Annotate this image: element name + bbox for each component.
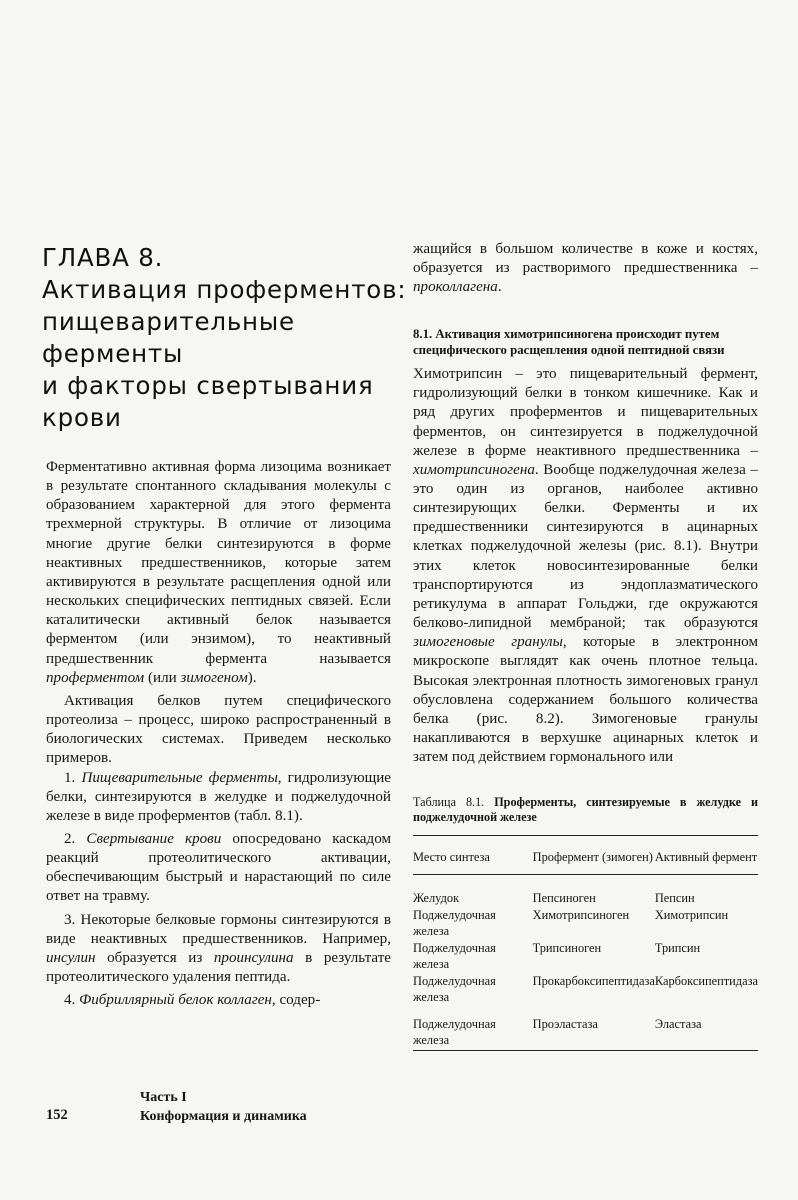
table-cell: Желудок — [413, 890, 460, 905]
table-cell: Трипсиноген — [532, 941, 602, 956]
table-cell: Поджелудочная железа — [413, 1007, 533, 1051]
chapter-title-line: Активация проферментов: — [42, 275, 407, 304]
chapter-title-line: ГЛАВА 8. — [42, 243, 164, 272]
table-cell: Химотрипсиноген — [532, 908, 630, 923]
table-cell: Проэластаза — [533, 1007, 655, 1051]
chapter-title-line: пищеварительные — [42, 307, 295, 336]
chapter-title-line: и факторы свертывания — [42, 371, 374, 400]
list-item-hormones: 3. Некоторые белковые гормоны синтезируются в виде неактивных предшественников. Например, инсулин образуется из проинсулина в результате протеолитического удаления пептида. — [46, 911, 391, 986]
right-column — [413, 240, 758, 1051]
running-footer — [140, 1088, 307, 1126]
chapter-title-line: ферменты — [42, 339, 184, 368]
part-title: Конформация и динамика — [140, 1109, 307, 1124]
table-cell: Химотрипсин — [654, 908, 729, 923]
chapter-title — [42, 242, 407, 434]
table-header: Профермент (зимоген) — [533, 836, 655, 875]
page-number: 152 — [46, 1107, 68, 1123]
paragraph-proteolysis: Активация белков путем специфического протеолиза – процесс, широко распространенный в биологических системах. Приведем несколько примеров. — [46, 692, 391, 767]
table-row — [413, 974, 758, 1007]
table-header: Активный фермент — [655, 836, 758, 875]
table-header: Место синтеза — [413, 836, 533, 875]
table-row — [413, 874, 758, 908]
list-item-digestive-enzymes: 1. Пищеварительные ферменты, гидролизующие белки, синтезируются в желудке и поджелудочной железе в виде проферментов (табл. 8.1). — [46, 769, 392, 824]
table-cell: Поджелудочная железа — [413, 908, 496, 938]
section-heading: 8.1. Активация химотрипсиногена происходит путем специфического расщепления одной пептидной связи — [413, 327, 725, 358]
table-cell: Эластаза — [655, 1007, 758, 1051]
table-cell: Поджелудочная железа — [413, 974, 496, 1004]
table-cell: Прокарбоксипептидаза — [532, 974, 655, 989]
table-row — [413, 941, 758, 974]
chapter-title-line: крови — [42, 403, 122, 432]
list-item-blood-clotting: 2. Свертывание крови опосредовано каскадом реакций протеолитического активации, обеспечивающим быстрый и нарастающий по силе ответ на травму. — [46, 830, 391, 905]
table-row — [413, 908, 758, 941]
table-cell: Пепсиноген — [532, 890, 596, 905]
table-cell: Поджелудочная железа — [413, 941, 496, 971]
table-cell: Карбоксипептидаза — [654, 974, 758, 989]
part-label: Часть I — [140, 1090, 187, 1105]
left-column — [46, 458, 391, 1010]
table-cell: Пепсин — [654, 890, 695, 905]
table-cell: Трипсин — [654, 941, 701, 956]
table-row — [413, 1007, 758, 1051]
proenzyme-table — [413, 835, 758, 1051]
paragraph-chymotrypsin: Химотрипсин – это пищеварительный фермент, гидролизующий белки в тонком кишечнике. Как и ряд других проферментов и пищеварительных ферментов, он синтезируется в поджелудочной железе в форме неактивного предшественника – химотрипсиногена. Вообще поджелудочная железа – это один из органов, наиболее активно синтезирующих белки. Ферменты и их предшественники синтезируются в ацинарных клетках поджелудочной железы (рис. 8.1). Внутри этих клеток новосинтезированные белки транспортируются из эндоплазматического ретикулума в аппарат Гольджи, где окружаются белково-липидной мембраной; так образуются зимогеновые гранулы, которые в электронном микроскопе выглядят как очень плотное тельца. Высокая электронная плотность зимогеновых гранул обусловлена содержанием большого количества белка (рис. 8.2). Зимогеновые гранулы накапливаются в верхушке ацинарных клеток и затем под действием гормонального или — [413, 366, 758, 766]
paragraph-intro: Ферментативно активная форма лизоцима возникает в результате спонтанного складывания молекулы с образованием характерной для этого фермента трехмерной структуры. В отличие от лизоцима многие другие белки синтезируются в форме неактивных предшественников, которые затем активируются в результате расщепления одной или нескольких специфических пептидных связей. Если каталитически активный белок называется ферментом (или энзимом), то неактивный предшественник фермента называется проферментом (или зимогеном). — [46, 459, 391, 686]
paragraph-collagen-continued: жащийся в большом количестве в коже и костях, образуется из растворимого предшественника – проколлагена. — [413, 241, 758, 296]
table-caption: Таблица 8.1. Проферменты, синтезируемые в желудке и поджелудочной железе — [413, 795, 758, 825]
list-item-collagen: 4. Фибриллярный белок коллаген, содер- — [64, 992, 321, 1009]
